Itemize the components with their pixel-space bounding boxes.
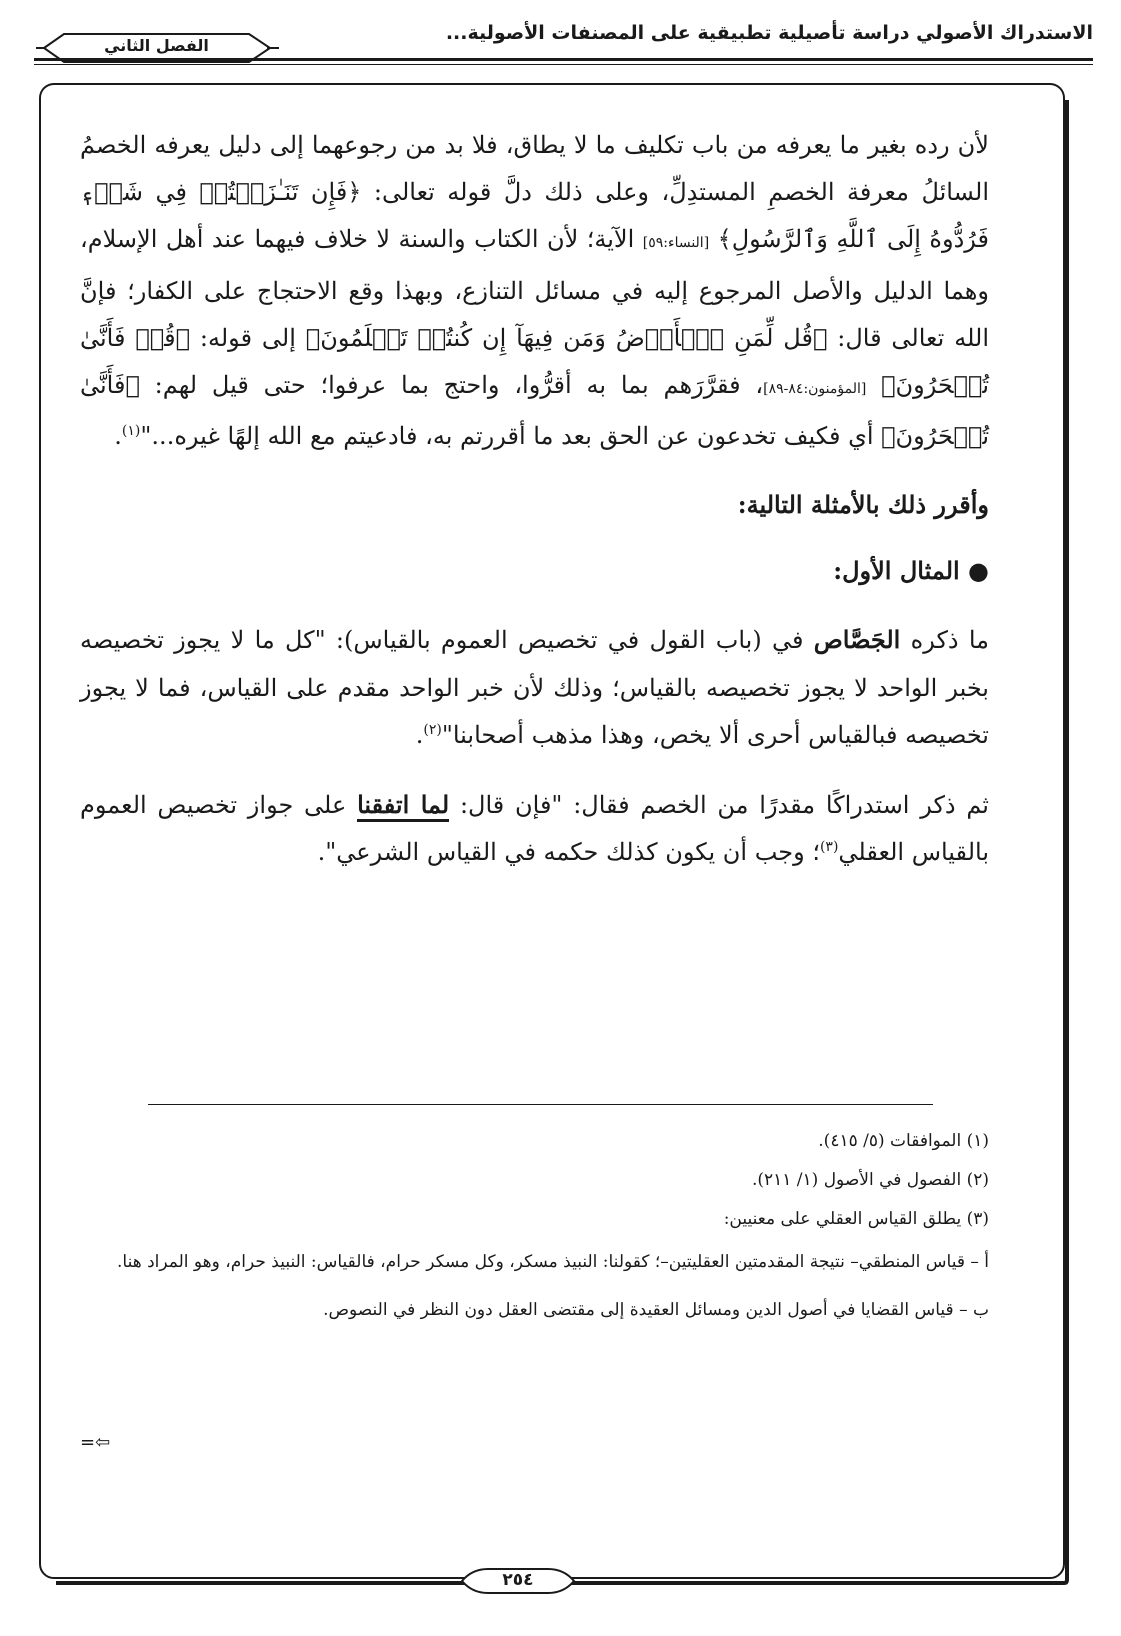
- section-heading: وأقرر ذلك بالأمثلة التالية:: [737, 490, 989, 520]
- page-number: ٢٥٤: [502, 1570, 534, 1590]
- text-run: على جواز تخصيص العموم بالقياس العقلي: [80, 791, 989, 867]
- text-run: .: [415, 720, 424, 749]
- quran-verse: ﴿قُل لِّمَنِ ٱلۡأَرۡضُ وَمَن فِيهَآ إِن كُنتُمۡ تَعۡلَمُونَ﴾: [305, 323, 828, 352]
- verse-reference: [النساء:٥٩]: [642, 235, 710, 252]
- text-run: الآية؛ لأن الكتاب والسنة لا خلاف فيهما عند أهل الإسلام، وهما الدليل والأصل المرجوع إليه في مسائل التنازع، وبهذا وقع الاحتجاج على الكفار؛ فإنَّ الله تعالى قال:: [80, 225, 989, 352]
- main-text: [80, 122, 989, 876]
- footnote-3a: أ – قياس المنطقي– نتيجة المقدمتين العقليتين–؛ كقولنا: النبيذ مسكر، وكل مسكر حرام، فالقياس: النبيذ حرام، وهو المراد هنا.: [117, 1252, 989, 1272]
- text-run: ، فقرَّرَهم بما به أقرُّوا، واحتج بما عرفوا؛ حتى قيل لهم:: [139, 371, 764, 400]
- example-heading: [80, 546, 989, 596]
- text-run: ما ذكره: [900, 626, 989, 655]
- paragraph-1: [80, 122, 989, 460]
- footnote-marker[interactable]: (٣): [819, 839, 839, 856]
- page-number-badge: [458, 1566, 578, 1596]
- text-run: .: [114, 422, 122, 451]
- example-title: المثال الأول:: [833, 556, 960, 586]
- text-run: لأن رده بغير ما يعرفه من باب تكليف ما لا يطاق، فلا بد من رجوعهما إلى دليل يعرفه الخصمُ السائلُ معرفة الخصمِ المستدِلِّ، وعلى ذلك دلَّ قوله تعالى:: [80, 131, 989, 207]
- footnote-separator: [148, 1104, 933, 1105]
- verse-reference: [المؤمنون:٨٤-٨٩]: [763, 381, 867, 398]
- paragraph-3: [80, 781, 989, 876]
- chapter-label: الفصل الثاني: [104, 36, 209, 55]
- text-run: إلى قوله:: [190, 323, 306, 352]
- footnote-3b: ب – قياس القضايا في أصول الدين ومسائل العقيدة إلى مقتضى العقل دون النظر في النصوص.: [323, 1300, 989, 1320]
- underlined-phrase: لما اتفقنا: [357, 790, 449, 822]
- quran-verse: ﴿قُلۡ فَأَنَّىٰ تُسۡحَرُونَ﴾: [80, 323, 989, 400]
- footnote-3: (٣) يطلق القياس العقلي على معنيين:: [723, 1209, 989, 1229]
- bullet-icon: ●: [968, 556, 989, 586]
- quran-verse: ﴿فَأَنَّىٰ تُسۡحَرُونَ﴾: [80, 371, 989, 451]
- text-run: ؛ وجب أن يكون كذلك حكمه في القياس الشرعي".: [317, 838, 820, 867]
- paragraph-2: [80, 616, 989, 759]
- text-run: ثم ذكر استدراكًا مقدرًا من الخصم فقال: "فإن قال:: [449, 791, 989, 820]
- header-rule-thin: [34, 64, 1093, 65]
- footnote-1: (١) الموافقات (٥/ ٤١٥).: [818, 1131, 989, 1151]
- text-run: في (باب القول في تخصيص العموم بالقياس): "كل ما لا يجوز تخصيصه بخبر الواحد لا يجوز تخصيصه بالقياس؛ وذلك لأن خبر الواحد مقدم على القياس، فما لا يجوز تخصيصه فبالقياس أحرى ألا يخص، وهذا مذهب أصحابنا": [80, 626, 989, 749]
- footnote-marker[interactable]: (٢): [423, 721, 442, 738]
- author-name: الجَصَّاص: [813, 625, 901, 655]
- running-header-title: الاستدراك الأصولي دراسة تأصيلية تطبيقية على المصنفات الأصولية...: [445, 22, 1093, 44]
- text-run: أي فكيف تخدعون عن الحق بعد ما أقررتم به، فادعيتم مع الله إلهًا غيره...": [140, 422, 882, 451]
- quran-verse: ﴿فَإِن تَنَـٰزَعۡتُمۡ فِي شَيۡءٖ فَرُدُّوهُ إِلَى ٱللَّهِ وَٱلرَّسُولِ﴾: [80, 178, 989, 254]
- continuation-arrow-icon: =⇦: [80, 1432, 111, 1453]
- footnote-marker[interactable]: (١): [121, 423, 141, 440]
- header-rule: [34, 58, 1093, 61]
- footnote-2: (٢) الفصول في الأصول (١/ ٢١١).: [751, 1170, 989, 1190]
- footnotes: [85, 1128, 989, 1341]
- chapter-badge: [34, 28, 279, 68]
